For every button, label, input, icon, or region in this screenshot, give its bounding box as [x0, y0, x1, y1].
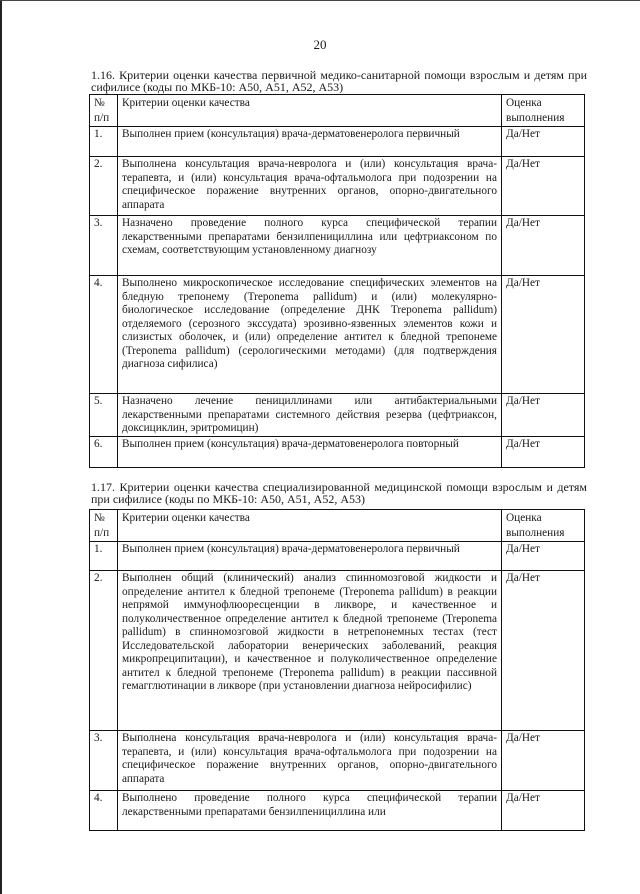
criteria-table-specialized-care [89, 509, 585, 831]
row-result: Да/Нет [502, 216, 585, 276]
page-number: 20 [313, 37, 327, 52]
table-row [90, 437, 585, 468]
row-criterion: Выполнен прием (консультация) врача-дерматовенеролога первичный [118, 542, 502, 571]
row-result: Да/Нет [502, 276, 585, 394]
row-criterion: Выполнен прием (консультация) врача-дерматовенеролога первичный [118, 127, 502, 157]
criteria-table-primary-care [89, 94, 585, 468]
row-result: Да/Нет [502, 157, 585, 216]
row-number: 1. [90, 542, 118, 571]
row-criterion: Выполнено микроскопическое исследование специфических элементов на бледную трепонему (Treponema pallidum) и (или) молекулярно-биологическое исследование (определение ДНК Treponema pallidum) отделяемого (серозного экссудата) эрозивно-язвенных элементов кожи и слизистых оболочек, и (или) определение антител к бледной трепонеме (Treponema pallidum) (серологическими методами) (для подтверждения диагноза сифилиса) [118, 276, 502, 394]
row-result: Да/Нет [502, 127, 585, 157]
table-header-row [90, 510, 585, 542]
row-criterion: Выполнена консультация врача-невролога и (или) консультация врача-терапевта, и (или) консультация врача-офтальмолога при подозрении на специфическое поражение внутренних органов, опорно-двигательного аппарата [118, 157, 502, 216]
row-result: Да/Нет [502, 571, 585, 731]
scan-edge-left [0, 0, 2, 894]
column-header-number: № п/п [90, 510, 118, 542]
row-result: Да/Нет [502, 437, 585, 468]
row-criterion: Выполнен общий (клинический) анализ спинномозговой жидкости и определение антител к бледной трепонеме (Treponema pallidum) в реакции непрямой иммунофлюоресценции в ликворе, и качественное и полуколичественное определение антител к бледной трепонеме (Treponema pallidum) в спинномозговой жидкости в нетрепонемных тестах (тест Исследовательской лаборатории венерических заболеваний, реакция микропреципитации), и качественное и полуколичественное определение антител к бледной трепонеме (Treponema pallidum) в реакции пассивной гемагглютинации в ликворе (при установлении диагноза нейросифилис) [118, 571, 502, 731]
row-criterion: Назначено лечение пенициллинами или антибактериальными лекарственными препаратами системного действия резерва (цефтриаксон, доксициклин, эритромицин) [118, 394, 502, 437]
row-result: Да/Нет [502, 394, 585, 437]
column-header-criterion: Критерии оценки качества [118, 510, 502, 542]
table-row [90, 276, 585, 394]
table-row [90, 542, 585, 571]
row-criterion: Назначено проведение полного курса специфической терапии лекарственными препаратами бензилпенициллина или цефтриаксоном по схемам, соответствующим установленному диагнозу [118, 216, 502, 276]
section-heading-1-17: 1.17. Критерии оценки качества специализированной медицинской помощи взрослым и детям при сифилисе (коды по МКБ-10: А50, А51, А52, А53) [91, 480, 587, 506]
row-criterion: Выполнен прием (консультация) врача-дерматовенеролога повторный [118, 437, 502, 468]
row-number: 4. [90, 791, 118, 831]
row-number: 1. [90, 127, 118, 157]
table-header-row [90, 95, 585, 127]
column-header-number: № п/п [90, 95, 118, 127]
table-row [90, 791, 585, 831]
row-result: Да/Нет [502, 542, 585, 571]
column-header-result: Оценка выполнения [502, 95, 585, 127]
section-heading-1-16: 1.16. Критерии оценки качества первичной медико-санитарной помощи взрослым и детям при сифилисе (коды по МКБ-10: А50, А51, А52, А53) [91, 68, 587, 94]
table-row [90, 127, 585, 157]
table-row [90, 216, 585, 276]
row-criterion: Выполнено проведение полного курса специфической терапии лекарственными препаратами бензилпенициллина или [118, 791, 502, 831]
row-number: 6. [90, 437, 118, 468]
table-row [90, 571, 585, 731]
row-number: 2. [90, 571, 118, 731]
row-number: 5. [90, 394, 118, 437]
column-header-criterion: Критерии оценки качества [118, 95, 502, 127]
row-criterion: Выполнена консультация врача-невролога и (или) консультация врача-терапевта, и (или) консультация врача-офтальмолога при подозрении на специфическое поражение внутренних органов, опорно-двигательного аппарата [118, 731, 502, 791]
row-result: Да/Нет [502, 731, 585, 791]
row-result: Да/Нет [502, 791, 585, 831]
table-row [90, 394, 585, 437]
row-number: 3. [90, 216, 118, 276]
row-number: 2. [90, 157, 118, 216]
row-number: 4. [90, 276, 118, 394]
row-number: 3. [90, 731, 118, 791]
scan-edge-top [0, 0, 640, 1]
table-row [90, 731, 585, 791]
column-header-result: Оценка выполнения [502, 510, 585, 542]
table-row [90, 157, 585, 216]
